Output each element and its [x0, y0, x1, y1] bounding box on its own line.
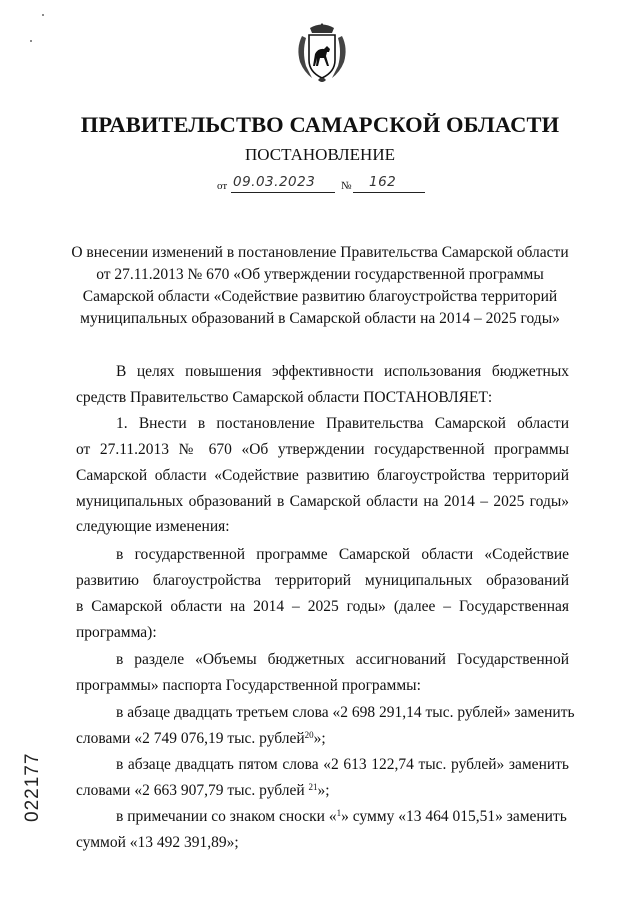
body-text: в примечании со знаком сноски «: [116, 808, 337, 825]
number-label: №: [341, 180, 352, 192]
scan-speck: [30, 40, 32, 42]
body-line: в Самарской области на 2014 – 2025 годы» (далее – Государственная: [76, 598, 569, 615]
body-line: 1. Внести в постановление Правительства Самарской области: [116, 415, 569, 432]
document-type: ПОСТАНОВЛЕНИЕ: [244, 145, 395, 164]
body-line: в абзаце двадцать третьем слова «2 698 291,14 тыс. рублей» заменить: [116, 704, 575, 721]
subject-line: О внесении изменений в постановление Правительства Самарской области: [71, 244, 569, 261]
body-line: от 27.11.2013 № 670 «Об утверждении государственной программы: [76, 441, 569, 458]
date-label: от: [217, 180, 228, 192]
document-subject: [62, 242, 578, 330]
body-line: [76, 729, 569, 749]
body-text: словами «2 663 907,79 тыс. рублей: [76, 782, 309, 799]
body-text: » сумму «13 464 015,51» заменить: [341, 808, 567, 825]
subject-line: муниципальных образований в Самарской области на 2014 – 2025 годы»: [80, 310, 560, 327]
subject-line: Самарской области «Содействие развитию благоустройства территорий: [82, 288, 558, 305]
date-number-line: [217, 174, 437, 196]
footnote-ref: 20: [304, 730, 314, 740]
body-line: муниципальных образований в Самарской области на 2014 – 2025 годы»: [76, 493, 569, 510]
body-line: [116, 807, 569, 827]
body-text: »;: [313, 730, 326, 747]
body-line: в абзаце двадцать пятом слова «2 613 122,74 тыс. рублей» заменить: [116, 756, 569, 773]
body-text: »;: [317, 782, 330, 799]
government-title: ПРАВИТЕЛЬСТВО САМАРСКОЙ ОБЛАСТИ: [80, 112, 560, 137]
body-line: В целях повышения эффективности использования бюджетных: [116, 363, 569, 380]
handwritten-date: 09.03.2023: [233, 174, 316, 190]
handwritten-number: 162: [369, 174, 397, 190]
body-line: Самарской области «Содействие развитию благоустройства территорий: [76, 467, 569, 484]
body-line: развитию благоустройства территорий муниципальных образований: [76, 572, 569, 589]
body-line: программа):: [76, 624, 157, 641]
body-line: следующие изменения:: [76, 518, 230, 535]
samara-coat-of-arms-icon: [296, 22, 348, 84]
body-line: в разделе «Объемы бюджетных ассигнований Государственной: [116, 651, 569, 668]
body-line: программы» паспорта Государственной программы:: [76, 677, 421, 694]
body-line: [76, 781, 569, 801]
body-line: в государственной программе Самарской области «Содействие: [116, 546, 569, 563]
number-underline: [353, 192, 425, 193]
date-underline: [231, 192, 335, 193]
body-line: суммой «13 492 391,89»;: [76, 834, 239, 851]
body-line: средств Правительство Самарской области ПОСТАНОВЛЯЕТ:: [76, 389, 493, 406]
footnote-ref: 21: [308, 782, 318, 792]
side-serial-number: 022177: [22, 752, 43, 822]
body-text: словами «2 749 076,19 тыс. рублей: [76, 730, 305, 747]
subject-line: от 27.11.2013 № 670 «Об утверждении государственной программы: [96, 266, 544, 283]
footnote-ref: 1: [336, 808, 342, 818]
scan-speck: [42, 14, 44, 16]
